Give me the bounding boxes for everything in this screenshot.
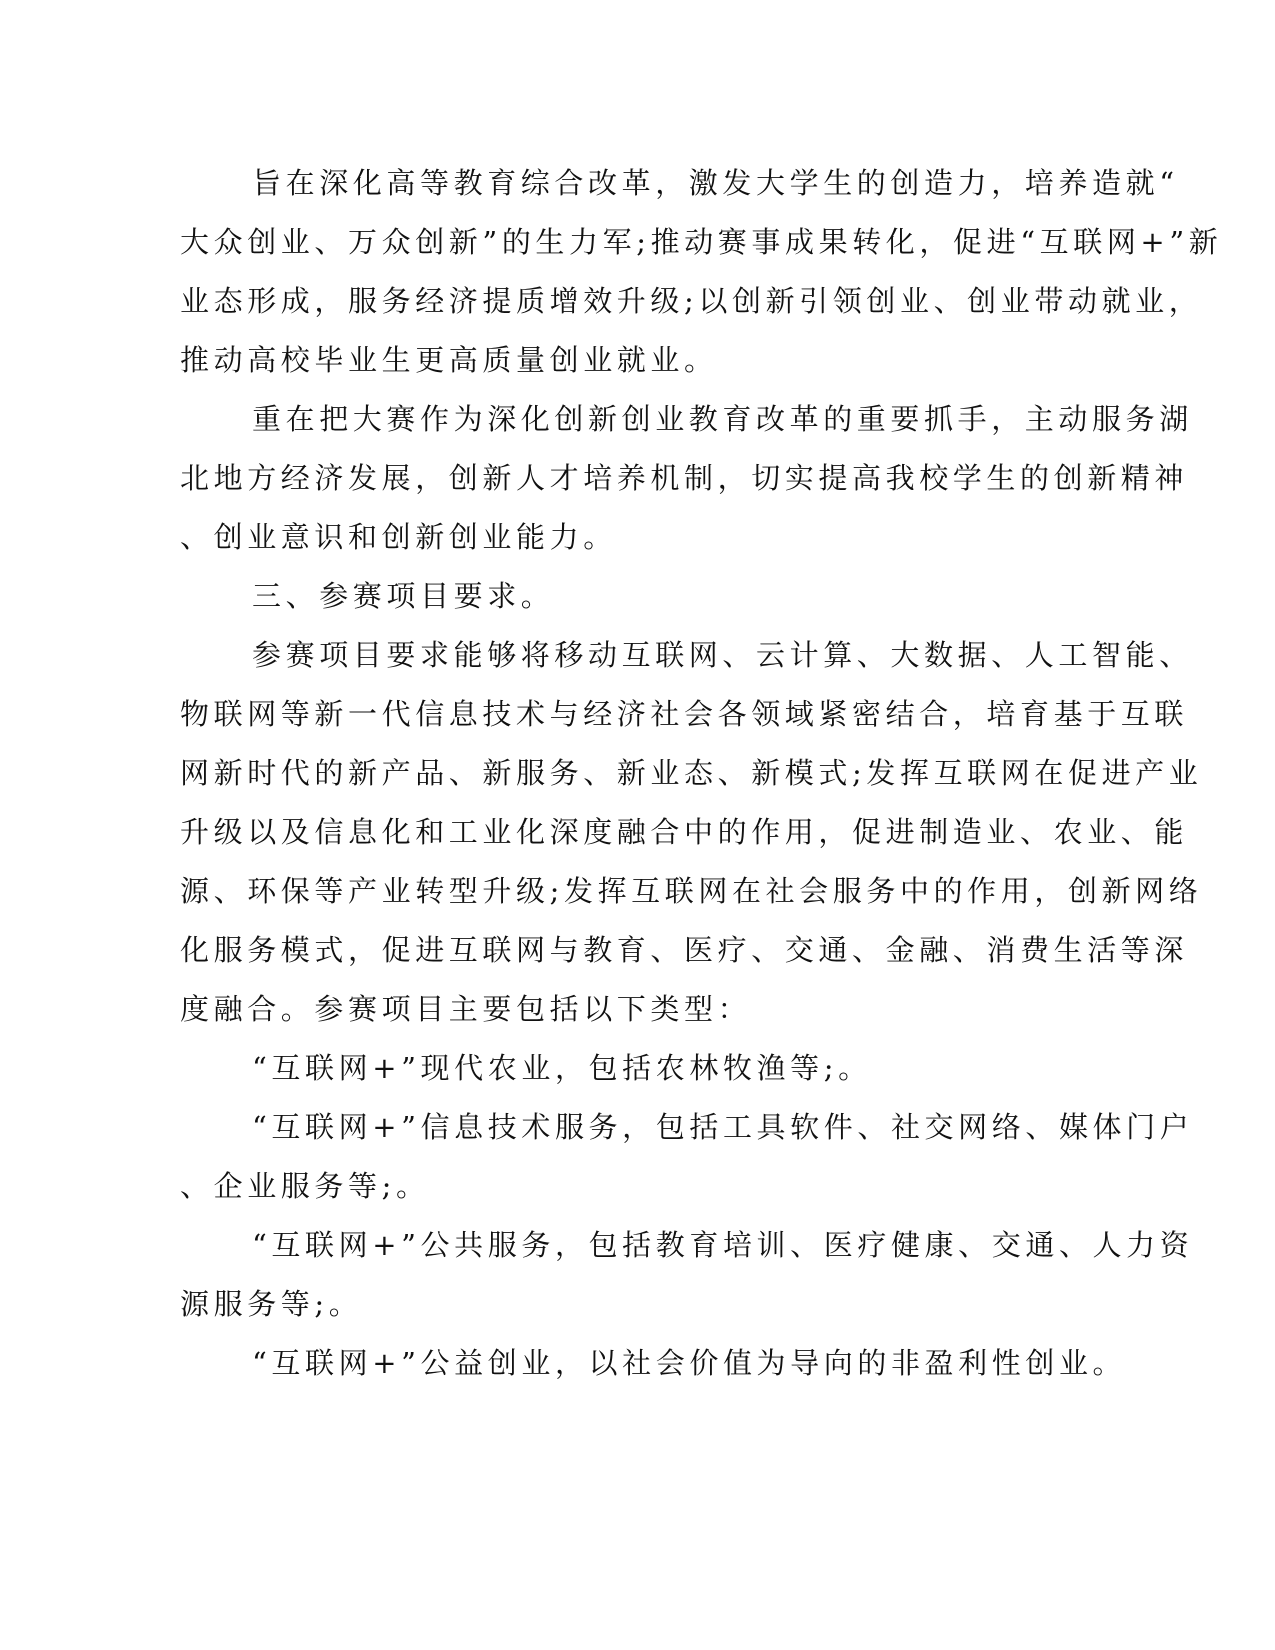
text-line: 旨在深化高等教育综合改革，激发大学生的创造力，培养造就“ xyxy=(252,166,1179,200)
text-line: 、创业意识和创新创业能力。 xyxy=(180,520,617,554)
text-line: 参赛项目要求能够将移动互联网、云计算、大数据、人工智能、 xyxy=(252,638,1193,672)
list-item: “互联网+”公益创业，以社会价值为导向的非盈利性创业。 xyxy=(252,1346,1127,1380)
text-line: 北地方经济发展，创新人才培养机制，切实提高我校学生的创新精神 xyxy=(180,461,1189,495)
text-line: 网新时代的新产品、新服务、新业态、新模式;发挥互联网在促进产业 xyxy=(180,756,1203,790)
list-item: “互联网+”信息技术服务，包括工具软件、社交网络、媒体门户 xyxy=(252,1110,1194,1144)
text-line: 源、环保等产业转型升级;发挥互联网在社会服务中的作用，创新网络 xyxy=(180,874,1203,908)
text-line: 化服务模式，促进互联网与教育、医疗、交通、金融、消费生活等深 xyxy=(180,933,1189,967)
text-line: 大众创业、万众创新”的生力军;推动赛事成果转化，促进“互联网+”新 xyxy=(180,225,1223,259)
text-line: 推动高校毕业生更高质量创业就业。 xyxy=(180,343,718,377)
text-line: 升级以及信息化和工业化深度融合中的作用，促进制造业、农业、能 xyxy=(180,815,1189,849)
section-heading: 三、参赛项目要求。 xyxy=(252,579,555,613)
text-line: 重在把大赛作为深化创新创业教育改革的重要抓手，主动服务湖 xyxy=(252,402,1193,436)
text-line: 物联网等新一代信息技术与经济社会各领域紧密结合，培育基于互联 xyxy=(180,697,1189,731)
list-item-continuation: 、企业服务等;。 xyxy=(180,1169,430,1203)
text-line: 度融合。参赛项目主要包括以下类型： xyxy=(180,992,752,1026)
text-line: 业态形成，服务经济提质增效升级;以创新引领创业、创业带动就业， xyxy=(180,284,1203,318)
list-item: “互联网+”公共服务，包括教育培训、医疗健康、交通、人力资 xyxy=(252,1228,1194,1262)
list-item-continuation: 源服务等;。 xyxy=(180,1287,363,1321)
list-item: “互联网+”现代农业，包括农林牧渔等;。 xyxy=(252,1051,872,1085)
